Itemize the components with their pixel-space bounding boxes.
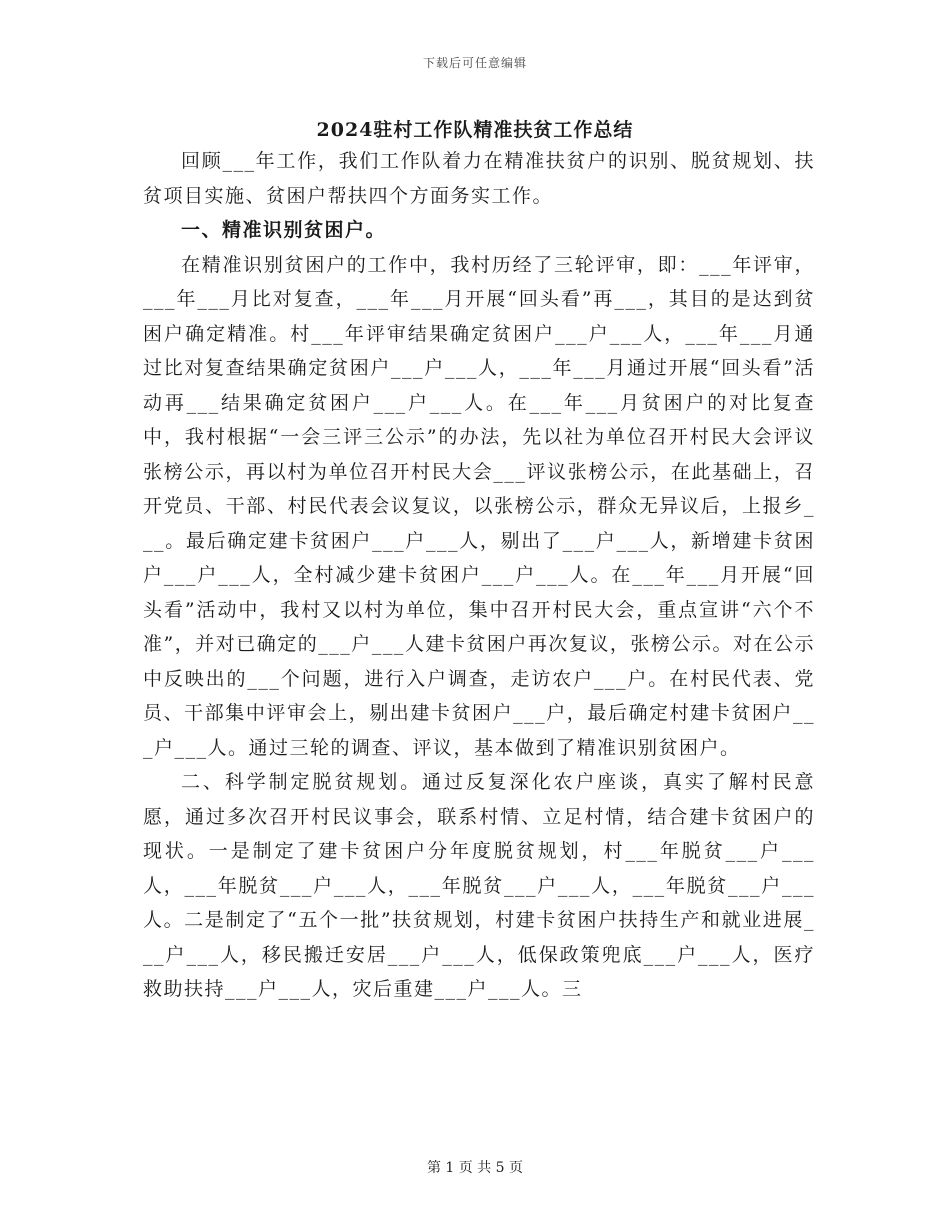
planning-paragraph: 二、科学制定脱贫规划。通过反复深化农户座谈，真实了解村民意愿，通过多次召开村民议事会，联系村情、立足村情，结合建卡贫困户的现状。一是制定了建卡贫困户分年度脱贫规划，村___年脱贫___户___人，___年脱贫___户___人，___年脱贫___户___人，___年脱贫___户___人。二是制定了“五个一批”扶贫规划，村建卡贫困户扶持生产和就业进展___户___人，移民搬迁安居___户___人，低保政策兜底___户___人，医疗救助扶持___户___人，灾后重建___户___人。三 <box>143 771 815 1000</box>
intro-paragraph: 回顾___年工作，我们工作队着力在精准扶贫户的识别、脱贫规划、扶贫项目实施、贫困户帮扶四个方面务实工作。 <box>143 150 815 207</box>
document-body <box>143 144 815 1007</box>
section-heading-1: 一、精准识别贫困户。 <box>181 219 387 241</box>
identification-paragraph: 在精准识别贫困户的工作中，我村历经了三轮评审，即：___年评审，___年___月比对复查，___年___月开展“回头看”再___，其目的是达到贫困户确定精准。村___年评审结果确定贫困户___户___人，___年___月通过比对复查结果确定贫困户___户___人，___年___月通过开展“回头看”活动再___结果确定贫困户___户___人。在___年___月贫困户的对比复查中，我村根据“一会三评三公示”的办法，先以社为单位召开村民大会评议张榜公示，再以村为单位召开村民大会___评议张榜公示，在此基础上，召开党员、干部、村民代表会议复议，以张榜公示，群众无异议后，上报乡___。最后确定建卡贫困户___户___人，剔出了___户___人，新增建卡贫困户___户___人，全村减少建卡贫困户___户___人。在___年___月开展“回头看”活动中，我村又以村为单位，集中召开村民大会，重点宣讲“六个不准”，并对已确定的___户___人建卡贫困户再次复议，张榜公示。对在公示中反映出的___个问题，进行入户调查，走访农户___户。在村民代表、党员、干部集中评审会上，剔出建卡贫困户___户，最后确定村建卡贫困户___户___人。通过三轮的调查、评议，基本做到了精准识别贫困户。 <box>143 253 815 759</box>
page-indicator: 第 1 页 共 5 页 <box>426 1160 524 1176</box>
download-note: 下载后可任意编辑 <box>422 56 527 70</box>
document-title: 2024驻村工作队精准扶贫工作总结 <box>316 119 634 141</box>
